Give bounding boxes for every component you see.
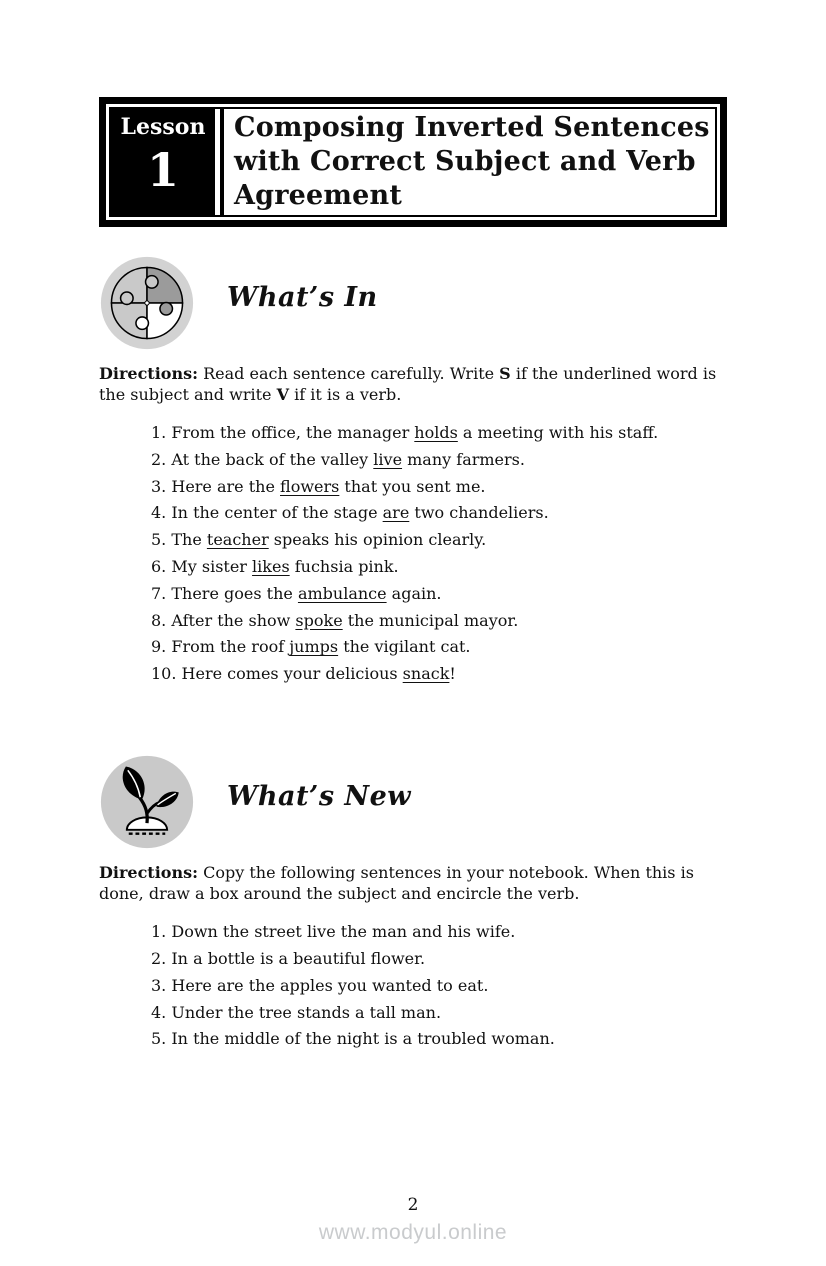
item-text: In the middle of the night is a troubled woman. [171,1029,555,1049]
underlined-word: likes [252,556,290,576]
whats-in-sentence-list [151,423,727,684]
underlined-word: jumps [289,637,339,657]
item-number: 1. [151,922,167,942]
underlined-word: snack [402,664,450,684]
item-number: 4. [151,503,167,523]
underlined-word: teacher [206,530,269,550]
whats-in-heading: What’s In [227,281,378,313]
item-text: Here are the apples you wanted to eat. [171,975,489,995]
item-number: 5. [151,530,167,550]
item-text: From the office, the manager [171,423,415,442]
page-content [0,97,826,1049]
page-number: 2 [407,1195,419,1215]
item-text: a meeting with his staff. [457,423,659,442]
lesson-number: 1 [146,143,179,197]
list-item [151,976,727,996]
underlined-word: holds [414,423,458,442]
whats-new-section-header [99,754,727,850]
item-text: In a bottle is a beautiful flower. [171,948,426,968]
item-number: 3. [151,476,167,496]
directions-text: Read each sentence carefully. Write [198,364,500,383]
item-number: 1. [151,423,167,442]
item-number: 6. [151,556,167,576]
item-text: many farmers. [402,449,525,469]
item-number: 10. [151,664,177,684]
list-item [151,1003,727,1023]
item-text: speaks his opinion clearly. [268,530,487,550]
whats-new-sentence-list [151,922,727,1049]
directions-bold-v: V [276,384,289,404]
lesson-label: Lesson [120,114,206,140]
whats-new-directions [99,863,727,904]
list-item [151,557,727,577]
underlined-word: spoke [295,610,343,630]
item-text: Here are the [171,476,281,496]
item-text: The [171,530,207,550]
item-text: fuchsia pink. [289,556,399,576]
lesson-header-inner [109,107,717,217]
puzzle-icon [99,255,195,351]
item-number: 4. [151,1002,167,1022]
item-text: the vigilant cat. [338,637,471,657]
lesson-title: Composing Inverted Sentences with Correct Subject and Verb Agreement [220,109,715,215]
underlined-word: flowers [280,476,340,496]
whats-new-heading: What’s New [227,780,412,812]
item-text: again. [386,583,442,603]
item-text: Down the street live the man and his wife. [171,922,516,942]
list-item [151,922,727,942]
list-item [151,637,727,657]
list-item [151,611,727,631]
underlined-word: ambulance [297,583,387,603]
item-text: Under the tree stands a tall man. [171,1002,442,1022]
item-number: 5. [151,1029,167,1049]
lesson-header-box [99,97,727,227]
item-text: At the back of the valley [171,449,374,469]
item-text: After the show [171,610,296,630]
item-number: 8. [151,610,167,630]
item-text: Here comes your delicious [181,664,403,684]
directions-label: Directions: [99,364,198,383]
item-text: two chandeliers. [409,503,549,523]
list-item [151,664,727,684]
item-text: There goes the [171,583,298,603]
whats-in-section-header [99,255,727,351]
item-text: My sister [171,556,253,576]
item-number: 2. [151,948,167,968]
list-item [151,503,727,523]
directions-text: if it is a verb. [289,384,402,404]
item-text: the municipal mayor. [342,610,519,630]
item-number: 9. [151,637,167,657]
list-item [151,1029,727,1049]
lesson-number-cell [111,109,215,215]
underlined-word: are [382,503,410,523]
item-text: ! [449,664,456,684]
item-text: In the center of the stage [171,503,383,523]
item-number: 3. [151,975,167,995]
watermark: www.modyul.online [318,1221,508,1244]
item-number: 2. [151,449,167,469]
seedling-icon [99,754,195,850]
item-number: 7. [151,583,167,603]
list-item [151,477,727,497]
directions-text: if the underlined word is the subject and write [99,364,717,404]
directions-bold-s: S [499,364,511,383]
list-item [151,423,727,443]
directions-label: Directions: [99,863,198,883]
list-item [151,949,727,969]
list-item [151,584,727,604]
list-item [151,530,727,550]
list-item [151,450,727,470]
directions-text: Copy the following sentences in your notebook. When this is done, draw a box around the subject and encircle the verb. [99,863,694,903]
item-text: that you sent me. [339,476,486,496]
whats-in-directions [99,364,727,405]
underlined-word: live [373,449,403,469]
item-text: From the roof [171,637,290,657]
